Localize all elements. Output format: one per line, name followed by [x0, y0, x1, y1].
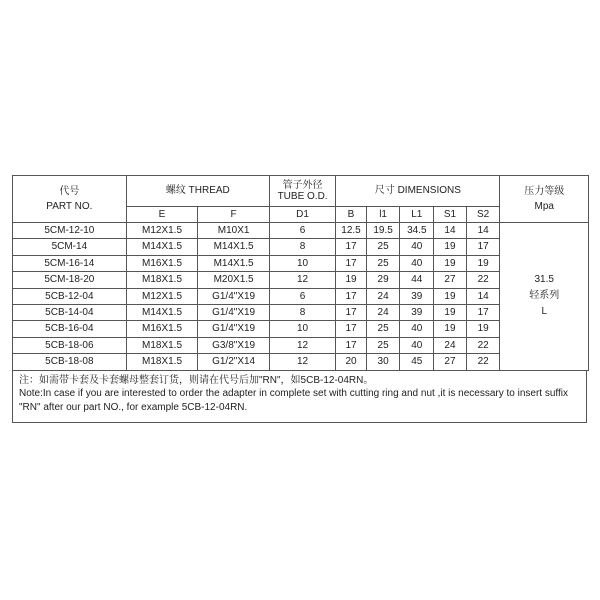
dim-l1-upper-cell: 40	[400, 321, 434, 337]
part-no-header-cn: 代号	[59, 186, 80, 197]
dim-s2-cell: 22	[466, 272, 500, 288]
dim-s2-cell: 19	[466, 321, 500, 337]
dim-l1-lower-cell: 19.5	[366, 223, 400, 239]
table-row	[13, 223, 589, 239]
tube-od-header-cn: 管子外径	[282, 179, 323, 191]
dim-s1-cell: 19	[434, 304, 467, 320]
thread-header: 螺纹 THREAD	[126, 176, 269, 207]
part-no-cell: 5CB-14-04	[13, 304, 127, 320]
part-no-cell: 5CB-16-04	[13, 321, 127, 337]
thread-f-cell: G3/8"X19	[198, 337, 270, 353]
tube-od-cell: 10	[269, 321, 335, 337]
dim-s2-cell: 14	[466, 288, 500, 304]
dim-b-cell: 12.5	[336, 223, 367, 239]
tube-od-cell: 10	[269, 255, 335, 271]
rating-letter: L	[541, 306, 548, 318]
pressure-rating-header-unit: Mpa	[534, 201, 554, 212]
subheader-e: E	[126, 207, 198, 223]
rating-value: 31.5	[534, 274, 554, 286]
part-no-cell: 5CB-18-06	[13, 337, 127, 353]
dim-l1-upper-cell: 39	[400, 304, 434, 320]
thread-f-cell: G1/2"X14	[198, 354, 270, 370]
thread-f-cell: G1/4"X19	[198, 304, 270, 320]
dim-l1-lower-cell: 24	[366, 288, 400, 304]
subheader-s1: S1	[434, 207, 467, 223]
tube-od-cell: 8	[269, 239, 335, 255]
tube-od-cell: 8	[269, 304, 335, 320]
tube-od-cell: 12	[269, 354, 335, 370]
spec-sheet	[12, 175, 589, 423]
pressure-rating-header	[500, 176, 589, 223]
dim-l1-lower-cell: 24	[366, 304, 400, 320]
dim-l1-lower-cell: 25	[366, 321, 400, 337]
thread-f-cell: G1/4"X19	[198, 288, 270, 304]
ordering-note	[12, 371, 587, 423]
dim-l1-upper-cell: 45	[400, 354, 434, 370]
subheader-l1-upper: L1	[400, 207, 434, 223]
dim-s1-cell: 19	[434, 321, 467, 337]
thread-e-cell: M12X1.5	[126, 223, 198, 239]
tube-od-cell: 12	[269, 337, 335, 353]
dim-l1-upper-cell: 40	[400, 337, 434, 353]
tube-od-header-en: TUBE O.D.	[277, 191, 328, 202]
thread-e-cell: M18X1.5	[126, 272, 198, 288]
note-chinese: 注：如需带卡套及卡套螺母整套订货，则请在代号后加"RN"，如5CB-12-04RN。	[19, 374, 374, 386]
dim-s2-cell: 14	[466, 223, 500, 239]
thread-e-cell: M18X1.5	[126, 337, 198, 353]
tube-od-header	[269, 176, 335, 207]
dim-l1-lower-cell: 25	[366, 239, 400, 255]
dim-l1-upper-cell: 44	[400, 272, 434, 288]
dim-l1-upper-cell: 40	[400, 255, 434, 271]
thread-e-cell: M16X1.5	[126, 255, 198, 271]
dim-b-cell: 17	[336, 288, 367, 304]
dim-s2-cell: 17	[466, 239, 500, 255]
dim-s1-cell: 27	[434, 354, 467, 370]
thread-e-cell: M18X1.5	[126, 354, 198, 370]
dim-b-cell: 20	[336, 354, 367, 370]
thread-f-cell: M14X1.5	[198, 255, 270, 271]
dim-l1-lower-cell: 25	[366, 337, 400, 353]
part-no-cell: 5CB-12-04	[13, 288, 127, 304]
dim-s1-cell: 19	[434, 288, 467, 304]
dim-b-cell: 17	[336, 321, 367, 337]
dim-b-cell: 19	[336, 272, 367, 288]
pressure-rating-cell	[500, 223, 589, 371]
dim-s2-cell: 17	[466, 304, 500, 320]
dim-b-cell: 17	[336, 337, 367, 353]
dim-s1-cell: 24	[434, 337, 467, 353]
dim-l1-upper-cell: 40	[400, 239, 434, 255]
dim-s1-cell: 27	[434, 272, 467, 288]
tube-od-cell: 6	[269, 288, 335, 304]
dim-b-cell: 17	[336, 255, 367, 271]
dim-s2-cell: 19	[466, 255, 500, 271]
subheader-s2: S2	[466, 207, 500, 223]
note-english: Note:In case if you are interested to order the adapter in complete set with cutting ring and nut ,it is necessary to insert suffix "RN" after our part NO., for example 5CB-12-04RN.	[19, 388, 568, 413]
dim-b-cell: 17	[336, 239, 367, 255]
dim-l1-upper-cell: 34.5	[400, 223, 434, 239]
tube-od-cell: 6	[269, 223, 335, 239]
dim-l1-lower-cell: 29	[366, 272, 400, 288]
dim-s1-cell: 19	[434, 239, 467, 255]
thread-f-cell: G1/4"X19	[198, 321, 270, 337]
thread-e-cell: M16X1.5	[126, 321, 198, 337]
pressure-rating-header-cn: 压力等级	[524, 186, 565, 197]
dim-l1-lower-cell: 30	[366, 354, 400, 370]
subheader-l1-lower: l1	[366, 207, 400, 223]
dim-s1-cell: 14	[434, 223, 467, 239]
thread-e-cell: M12X1.5	[126, 288, 198, 304]
part-no-cell: 5CB-18-08	[13, 354, 127, 370]
dim-b-cell: 17	[336, 304, 367, 320]
thread-f-cell: M20X1.5	[198, 272, 270, 288]
dim-s1-cell: 19	[434, 255, 467, 271]
part-no-cell: 5CM-16-14	[13, 255, 127, 271]
thread-f-cell: M14X1.5	[198, 239, 270, 255]
part-no-cell: 5CM-18-20	[13, 272, 127, 288]
part-no-cell: 5CM-14	[13, 239, 127, 255]
dimensions-header: 尺寸 DIMENSIONS	[336, 176, 500, 207]
part-no-header	[13, 176, 127, 223]
dimension-table	[12, 175, 589, 371]
thread-e-cell: M14X1.5	[126, 239, 198, 255]
thread-f-cell: M10X1	[198, 223, 270, 239]
tube-od-cell: 12	[269, 272, 335, 288]
thread-e-cell: M14X1.5	[126, 304, 198, 320]
part-no-header-en: PART NO.	[46, 201, 93, 212]
subheader-f: F	[198, 207, 270, 223]
subheader-b: B	[336, 207, 367, 223]
dim-s2-cell: 22	[466, 337, 500, 353]
dim-l1-lower-cell: 25	[366, 255, 400, 271]
dim-l1-upper-cell: 39	[400, 288, 434, 304]
rating-series: 轻系列	[529, 290, 560, 302]
subheader-d1: D1	[269, 207, 335, 223]
dim-s2-cell: 22	[466, 354, 500, 370]
part-no-cell: 5CM-12-10	[13, 223, 127, 239]
